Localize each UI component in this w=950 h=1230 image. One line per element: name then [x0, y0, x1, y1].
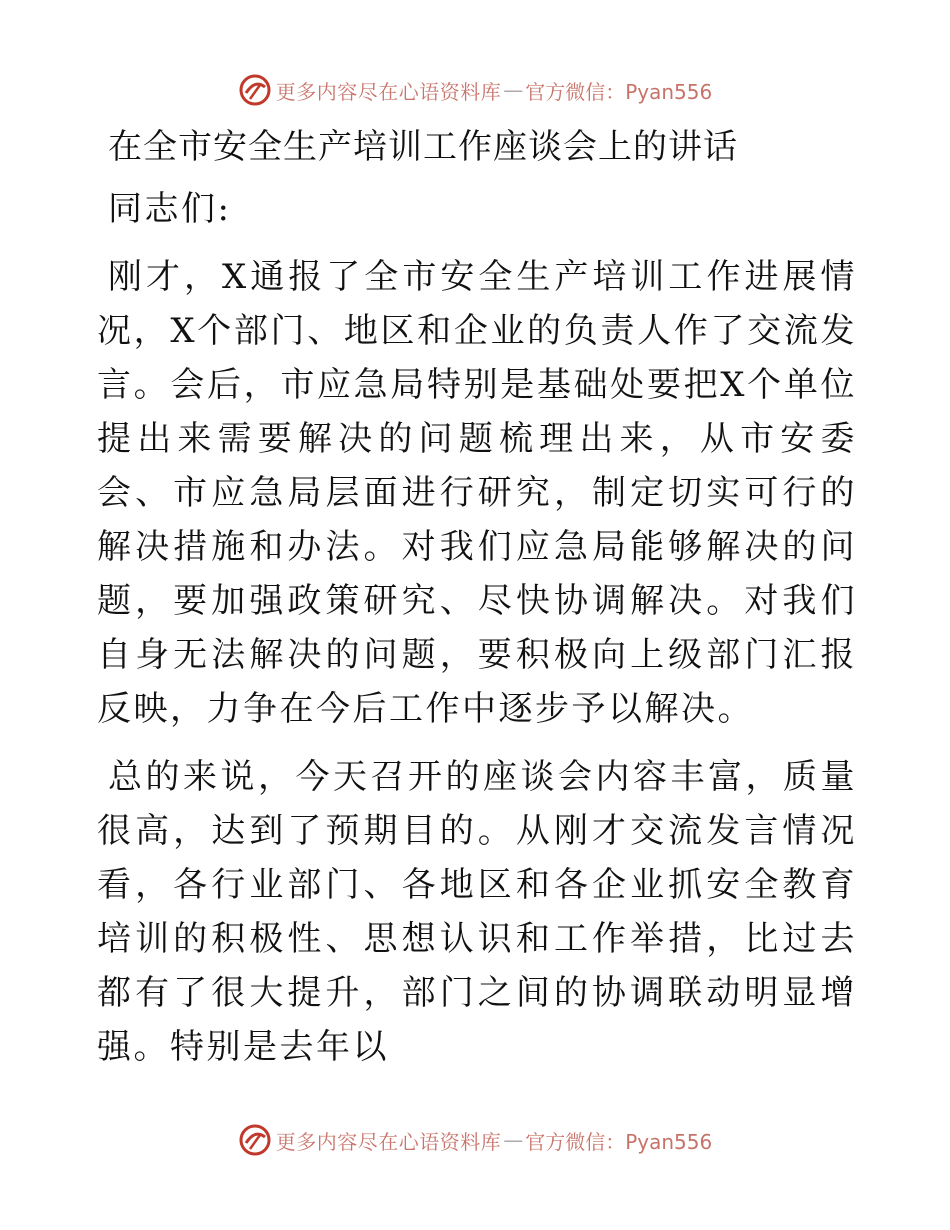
watermark-header: [0, 70, 950, 110]
watermark-brand: 更多内容尽在心语资料库: [275, 1129, 502, 1154]
paragraph-2: 总的来说，今天召开的座谈会内容丰富，质量很高，达到了预期目的。从刚才交流发言情况看，各行业部门、各地区和各企业抓安全教育培训的积极性、思想认识和工作举措，比过去都有了很大提升，部门之间的协调联动明显增强。特别是去年以: [97, 757, 857, 1067]
paragraph-1: 刚才，X通报了全市安全生产培训工作进展情况，X个部门、地区和企业的负责人作了交流发言。会后，市应急局特别是基础处要把X个单位提出来需要解决的问题梳理出来，从市安委会、市应急局层面进行研究，制定切实可行的解决措施和办法。对我们应急局能够解决的问题，要加强政策研究、尽快协调解决。对我们自身无法解决的问题，要积极向上级部门汇报反映，力争在今后工作中逐步予以解决。: [97, 257, 857, 729]
document-title: 在全市安全生产培训工作座谈会上的讲话: [108, 127, 738, 167]
watermark-brand: 更多内容尽在心语资料库: [275, 79, 502, 104]
watermark-official: 官方微信：Pyan556: [525, 1129, 713, 1154]
paragraph-greeting: 同志们:: [108, 189, 232, 229]
watermark-footer: [0, 1120, 950, 1160]
watermark-separator: —: [503, 1128, 524, 1152]
watermark-separator: —: [503, 78, 524, 102]
document-body: [97, 118, 857, 1088]
brand-logo-icon: [238, 73, 272, 107]
watermark-official: 官方微信：Pyan556: [525, 79, 713, 104]
brand-logo-icon: [238, 1123, 272, 1157]
